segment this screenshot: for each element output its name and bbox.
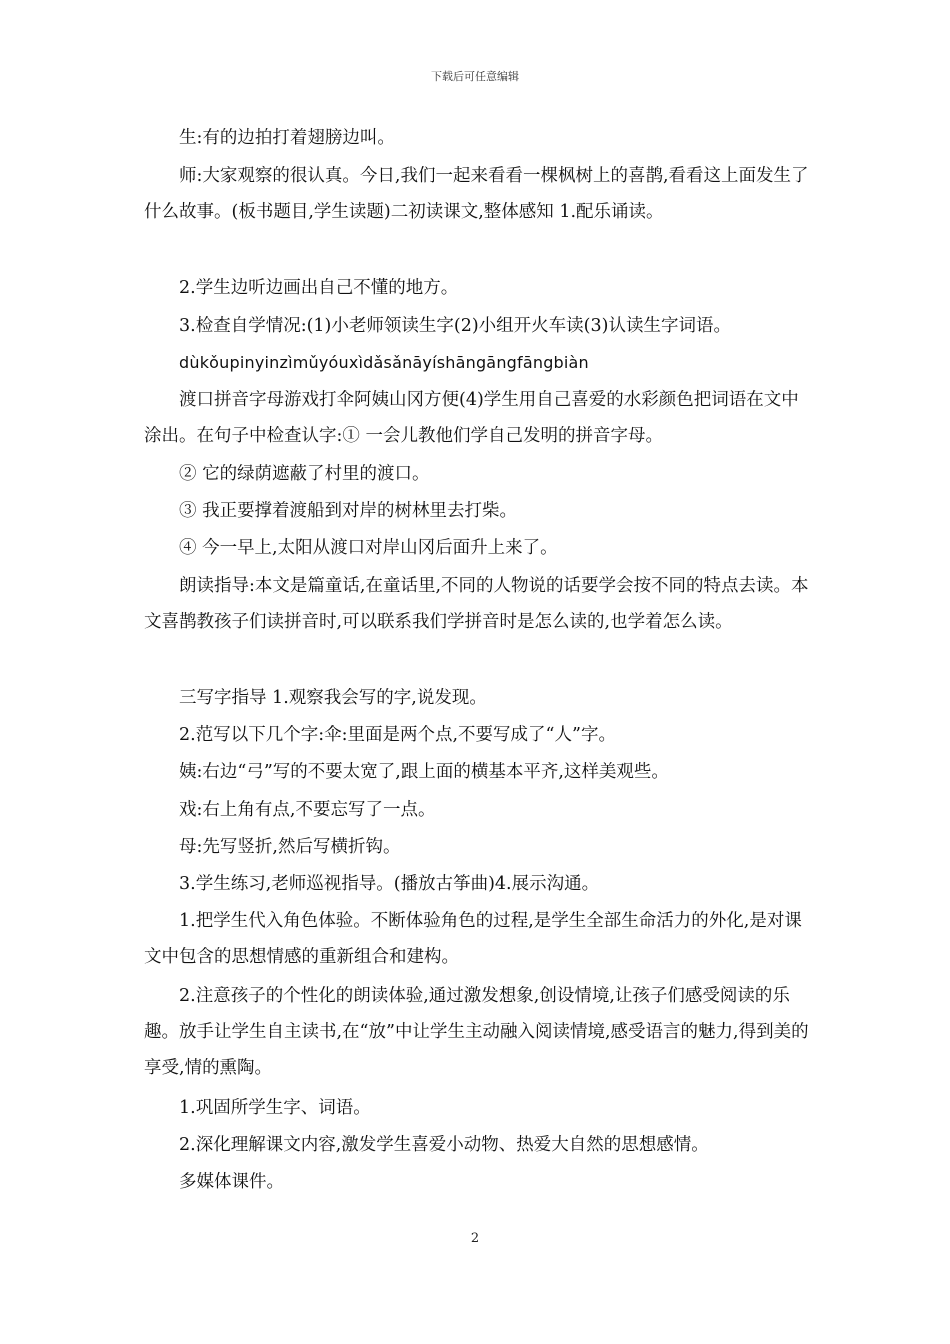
paragraph: 3.学生练习,老师巡视指导。(播放古筝曲)4.展示沟通。 xyxy=(179,874,600,894)
pinyin-line: dùkǒupinyinzìmǔyóuxìdǎsǎnāyíshāngāngfāngbiàn xyxy=(179,353,589,372)
paragraph: 1.把学生代入角色体验。不断体验角色的过程,是学生全部生命活力的外化,是对课文中包含的思想情感的重新组合和建构。 xyxy=(144,911,802,967)
paragraph: 姨:右边“弓”写的不要太宽了,跟上面的横基本平齐,这样美观些。 xyxy=(179,762,669,782)
paragraph: 2.注意孩子的个性化的朗读体验,通过激发想象,创设情境,让孩子们感受阅读的乐趣。放手让学生自主读书,在“放”中让学生主动融入阅读情境,感受语言的魅力,得到美的享受,情的熏陶。 xyxy=(144,986,809,1078)
paragraph: 戏:右上角有点,不要忘写了一点。 xyxy=(179,800,436,820)
paragraph: 3.检查自学情况:(1)小老师领读生字(2)小组开火车读(3)认读生字词语。 xyxy=(179,316,731,336)
paragraph: 母:先写竖折,然后写横折钩。 xyxy=(179,837,401,857)
paragraph: ③ 我正要撑着渡船到对岸的树林里去打柴。 xyxy=(179,501,518,521)
paragraph: 三写字指导 1.观察我会写的字,说发现。 xyxy=(179,688,487,708)
paragraph: 师:大家观察的很认真。今日,我们一起来看看一棵枫树上的喜鹊,看看这上面发生了什么故事。(板书题目,学生读题)二初读课文,整体感知 1.配乐诵读。 xyxy=(144,166,809,222)
paragraph: 1.巩固所学生字、词语。 xyxy=(179,1098,371,1118)
paragraph: 朗读指导:本文是篇童话,在童话里,不同的人物说的话要学会按不同的特点去读。本文喜鹊教孩子们读拼音时,可以联系我们学拼音时是怎么读的,也学着怎么读。 xyxy=(144,576,809,632)
paragraph: ④ 今一早上,太阳从渡口对岸山冈后面升上来了。 xyxy=(179,538,558,558)
paragraph: ② 它的绿荫遮蔽了村里的渡口。 xyxy=(179,464,430,484)
paragraph: 多媒体课件。 xyxy=(179,1172,284,1192)
paragraph: 2.学生边听边画出自己不懂的地方。 xyxy=(179,278,459,298)
paragraph: 2.范写以下几个字:伞:里面是两个点,不要写成了“人”字。 xyxy=(179,725,616,745)
paragraph: 2.深化理解课文内容,激发学生喜爱小动物、热爱大自然的思想感情。 xyxy=(179,1135,709,1155)
paragraph: 生:有的边拍打着翅膀边叫。 xyxy=(179,128,395,148)
page-number: 2 xyxy=(470,1231,480,1246)
page-header: 下载后可任意编辑 xyxy=(431,70,519,83)
paragraph: 渡口拼音字母游戏打伞阿姨山冈方便(4)学生用自己喜爱的水彩颜色把词语在文中涂出。在句子中检查认字:① 一会儿教他们学自己发明的拼音字母。 xyxy=(144,390,799,446)
